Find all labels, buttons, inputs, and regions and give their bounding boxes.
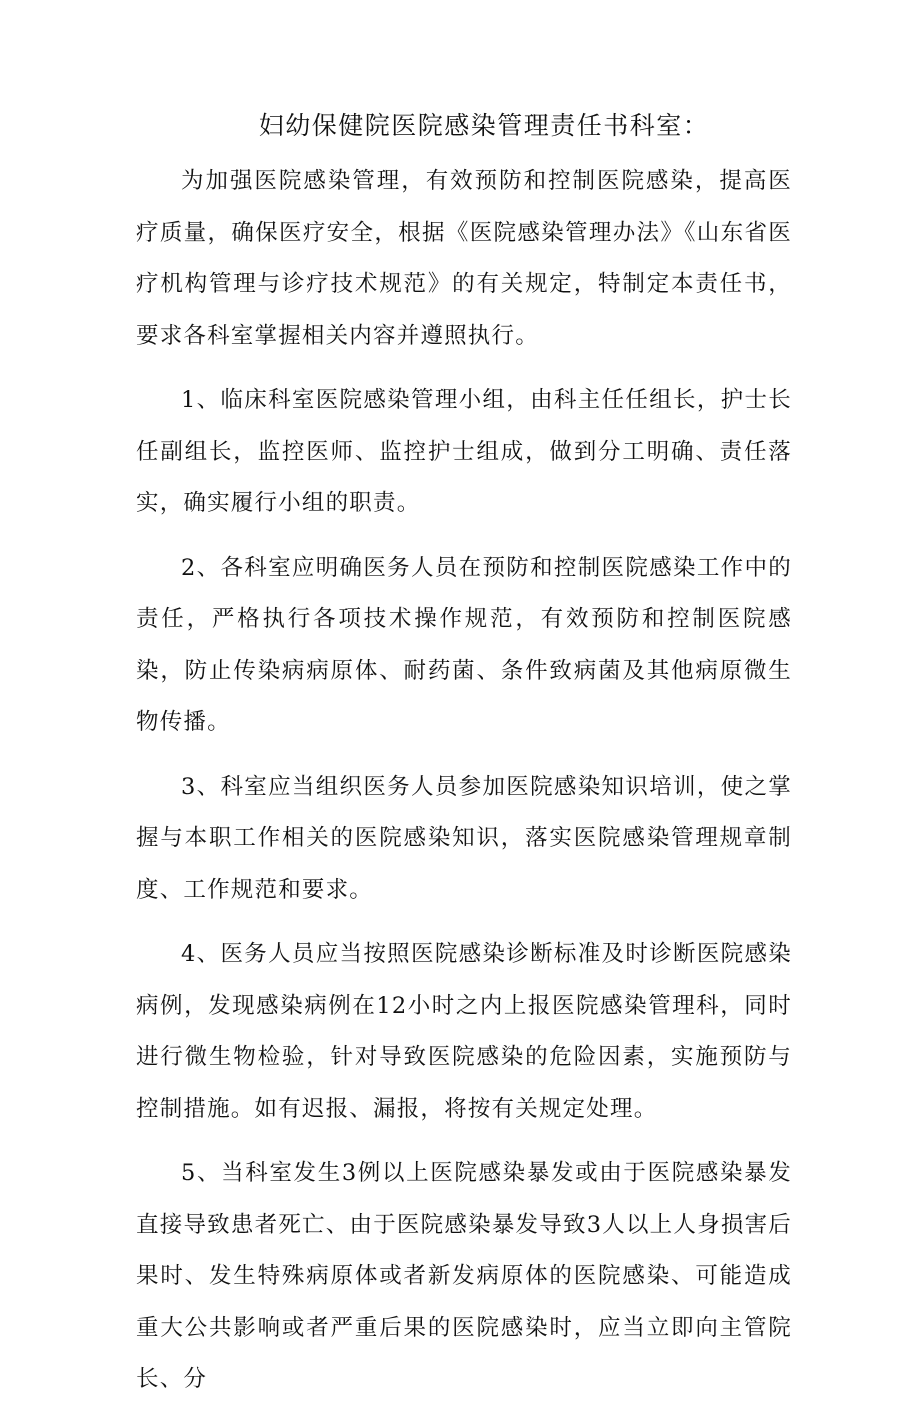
paragraph-item-2: 2、各科室应明确医务人员在预防和控制医院感染工作中的责任，严格执行各项技术操作规范，有效预防和控制医院感染，防止传染病病原体、耐药菌、条件致病菌及其他病原微生物传播。: [136, 554, 792, 735]
document-title: 妇幼保健院医院感染管理责任书科室：: [258, 111, 710, 140]
paragraph-item-5: 5、当科室发生3例以上医院感染暴发或由于医院感染暴发直接导致患者死亡、由于医院感染暴发导致3人以上人身损害后果时、发生特殊病原体或者新发病原体的医院感染、可能造成重大公共影响或者严重后果的医院感染时，应当立即向主管院长、分: [136, 1160, 792, 1392]
paragraph-item-1: 1、临床科室医院感染管理小组，由科主任任组长，护士长任副组长，监控医师、监控护士组成，做到分工明确、责任落实，确实履行小组的职责。: [136, 387, 792, 516]
paragraph-item-4: 4、医务人员应当按照医院感染诊断标准及时诊断医院感染病例，发现感染病例在12小时之内上报医院感染管理科，同时进行微生物检验，针对导致医院感染的危险因素，实施预防与控制措施。如有迟报、漏报，将按有关规定处理。: [136, 941, 792, 1122]
paragraph-item-3: 3、科室应当组织医务人员参加医院感染知识培训，使之掌握与本职工作相关的医院感染知识，落实医院感染管理规章制度、工作规范和要求。: [136, 773, 792, 903]
paragraph-intro: 为加强医院感染管理，有效预防和控制医院感染，提高医疗质量，确保医疗安全，根据《医院感染管理办法》《山东省医疗机构管理与诊疗技术规范》的有关规定，特制定本责任书，要求各科室掌握相关内容并遵照执行。: [136, 168, 792, 349]
